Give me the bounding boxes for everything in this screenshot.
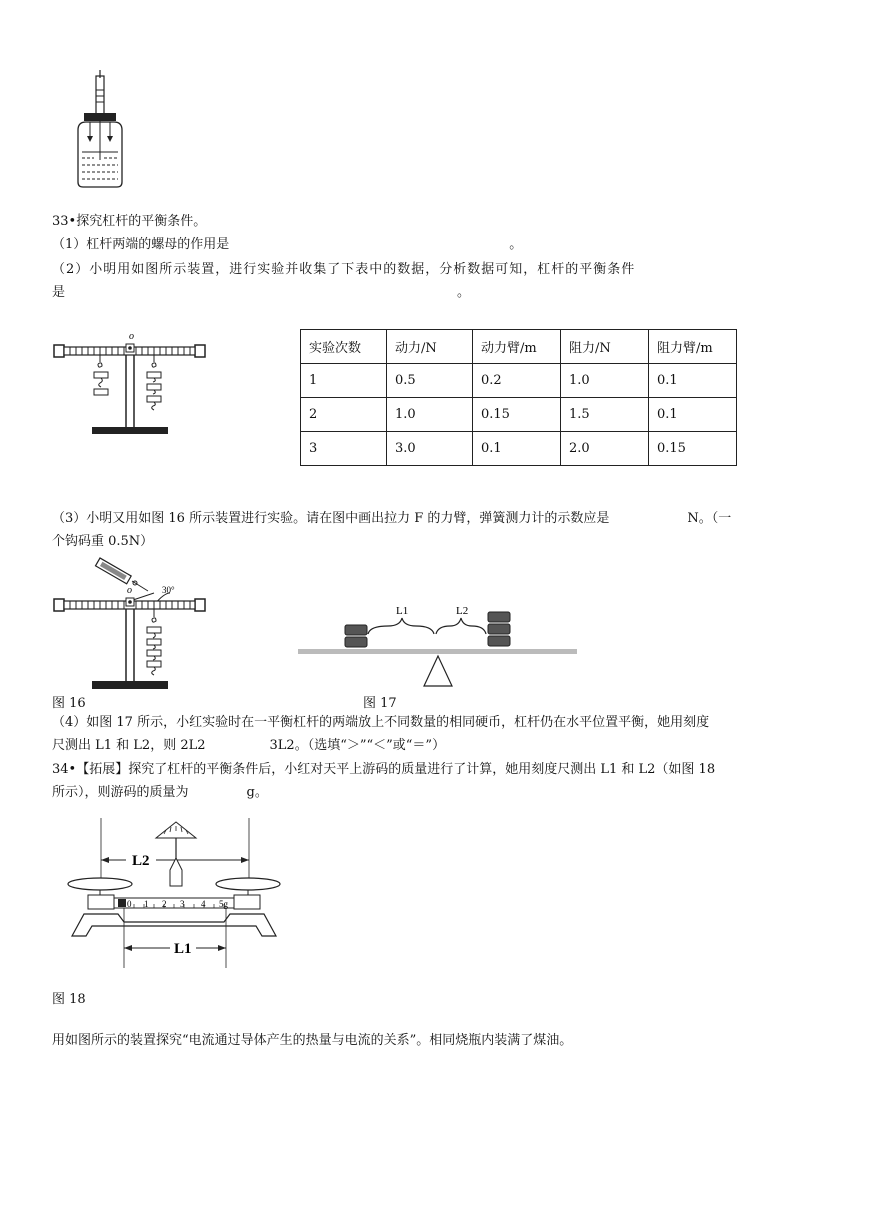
table-header: 动力/N	[387, 330, 473, 364]
table-header: 阻力臂/m	[649, 330, 737, 364]
fig17-l1-label: L1	[396, 605, 409, 617]
q33-part2-text: 是	[52, 285, 66, 300]
bottle-figure	[70, 70, 130, 192]
table-cell: 0.2	[473, 364, 561, 398]
lever-figure	[52, 330, 212, 440]
scale-label: 2	[162, 899, 167, 909]
q34-line1: 34•【拓展】探究了杠杆的平衡条件后，小红对天平上游码的质量进行了计算，她用刻度尺测出 L1 和 L2（如图 18	[52, 762, 716, 777]
q34-text: 所示），则游码的质量为	[52, 785, 189, 800]
table-cell: 0.1	[649, 398, 737, 432]
scale-label: 3	[180, 899, 185, 909]
table-row	[301, 432, 737, 466]
table-cell: 3.0	[387, 432, 473, 466]
table-header: 动力臂/m	[473, 330, 561, 364]
table-cell: 3	[301, 432, 387, 466]
q33-part3-line2: 个钩码重 0.5N）	[52, 534, 154, 549]
q33-part4-line1: （4）如图 17 所示，小红实验时在一平衡杠杆的两端放上不同数量的相同硬币，杠杆仍在水平位置平衡，她用刻度	[52, 715, 710, 730]
q33-part3-text: （3）小明又用如图 16 所示装置进行实验。请在图中画出拉力 F 的力臂，弹簧测力计的示数应是	[52, 511, 610, 526]
q33-part3-line1	[52, 510, 731, 528]
figure-16	[52, 553, 212, 693]
table-cell: 1.0	[387, 398, 473, 432]
scale-label: 0	[127, 899, 132, 909]
table-header-row	[301, 330, 737, 364]
fig17-l2-label: L2	[456, 605, 469, 617]
q33-part4-end: 3L2。（选填“＞”“＜”或“＝”）	[269, 738, 446, 753]
q33-part2-line1: （2）小明用如图所示装置，进行实验并收集了下表中的数据，分析数据可知，杠杆的平衡条件	[52, 262, 636, 277]
q34-line2	[52, 784, 268, 802]
pivot-label: o	[129, 331, 134, 342]
q33-part4-text: 尺测出 L1 和 L2，则 2L2	[52, 738, 206, 753]
table-row	[301, 364, 737, 398]
fig17-caption: 图 17	[363, 696, 397, 711]
scale-label: 1	[144, 899, 149, 909]
table-header: 阻力/N	[561, 330, 649, 364]
table-header: 实验次数	[301, 330, 387, 364]
table-cell: 0.15	[649, 432, 737, 466]
q33-part2-end: 。	[457, 285, 471, 300]
angle-label: 30°	[162, 585, 175, 595]
table-cell: 1	[301, 364, 387, 398]
pivot-label: o	[127, 585, 132, 596]
scale-label: 5g	[219, 899, 228, 909]
data-table	[300, 329, 737, 466]
table-row	[301, 398, 737, 432]
q33-part3-end: N。（一	[687, 511, 732, 526]
bottom-text: 用如图所示的装置探究“电流通过导体产生的热量与电流的关系”。相同烧瓶内装满了煤油。	[52, 1033, 573, 1048]
figure-17	[296, 598, 580, 690]
q33-part4-line2	[52, 737, 445, 755]
q34-end: g。	[246, 785, 268, 800]
table-cell: 2.0	[561, 432, 649, 466]
table-cell: 1.5	[561, 398, 649, 432]
fig18-l2-label: L2	[132, 853, 150, 869]
table-cell: 1.0	[561, 364, 649, 398]
figure-18	[62, 818, 288, 970]
scale-label: 4	[201, 899, 206, 909]
fig16-caption: 图 16	[52, 696, 86, 711]
q33-part1	[52, 236, 522, 254]
q33-part2-line2	[52, 284, 470, 302]
fig18-caption: 图 18	[52, 992, 86, 1007]
table-cell: 0.5	[387, 364, 473, 398]
q33-part1-end: 。	[509, 237, 523, 252]
table-cell: 0.15	[473, 398, 561, 432]
q33-part1-text: （1）杠杆两端的螺母的作用是	[52, 237, 230, 252]
fig18-l1-label: L1	[174, 941, 192, 957]
table-cell: 2	[301, 398, 387, 432]
table-cell: 0.1	[473, 432, 561, 466]
q33-title: 33•探究杠杆的平衡条件。	[52, 214, 207, 229]
table-cell: 0.1	[649, 364, 737, 398]
